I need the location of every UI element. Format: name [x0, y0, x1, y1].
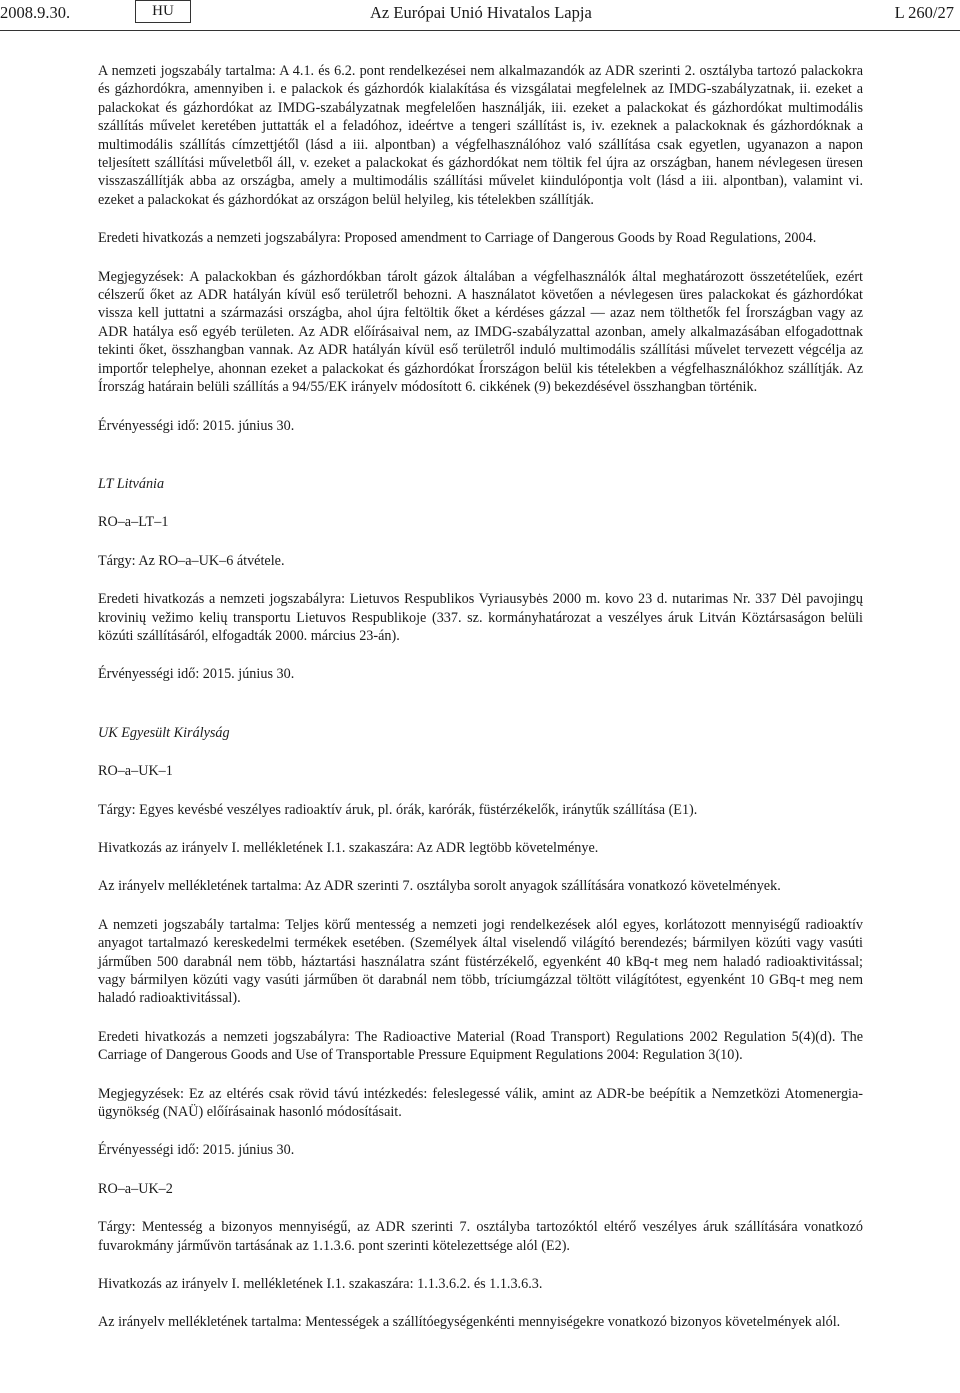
paragraph: Az irányelv mellékletének tartalma: Az ADR szerinti 7. osztályba sorolt anyagok szállítására vonatkozó követelmények.: [98, 878, 781, 895]
paragraph: Tárgy: Az RO–a–UK–6 átvétele.: [98, 552, 285, 569]
paragraph-validity: Érvényességi idő: 2015. június 30.: [98, 1142, 295, 1159]
paragraph: Megjegyzések: Ez az eltérés csak rövid távú intézkedés: feleslegessé válik, amint az ADR-be beépítik a Nemzetközi Atomenergia-ügynökség (NAÜ) előírásainak hasonló módosításait.: [98, 1085, 863, 1121]
paragraph: Tárgy: Mentesség a bizonyos mennyiségű, az ADR szerinti 7. osztályba tartozóktól eltérő veszélyes áruk szállítására vonatkozó fuvarokmány járművön tartásának az 1.1.3.6. pont szerinti kötelezettsége alól (E2).: [98, 1219, 863, 1254]
section-heading-lt: LT Litvánia: [98, 475, 165, 492]
document-body: [98, 62, 863, 1352]
paragraph: Megjegyzések: A palackokban és gázhordókban tárolt gázok általában a végfelhasználók által meghatározott összetételűek, ezért célszerű őket az ADR hatályán kívül eső területről behozni. A használatot követően a névlegesen üres palackokat és gázhordókat vissza kell juttatni a származási országba, ahol újra feltöltik őket a kérdéses gázzal — azaz nem tölthetők fel Írországban vagy az ADR hatálya eső egyéb területen. Az ADR előírásaival nem, az IMDG-szabályzattal azonban, amely alkalmazásában elfogadottnak tekinti őket, összhangban vannak. Az ADR hatályán kívül eső területről induló multimodális szállítási művelet tervezett végcélja az importőr telephelye, ahonnan ezeket a palackokat és gázhordókat Írországon belül kis tételekben a végfelhasználókhoz szállítják. Az Írország határain belüli szállítás a 94/55/EK irányelv módosított 6. cikkének (9) bekezdésével összhangban történik.: [98, 268, 863, 396]
paragraph: A nemzeti jogszabály tartalma: Teljes körű mentesség a nemzeti jogi rendelkezések alól egyes, korlátozott mennyiségű radioaktív anyagot tartalmazó kereskedelmi termékek esetében. (Személyek által viselendő világító berendezés; bármilyen közúti vagy vasúti járműben 500 darabnál nem több, háztartási használatra szánt füstérzékelő, egyenként 40 kBq-t meg nem haladó radioaktivitással; vagy bármilyen közúti vagy vasúti járműben öt darabnál nem több, tríciumgázzal töltött világítótest, egyenként 10 GBq-t meg nem haladó radioaktivitással).: [98, 916, 863, 1007]
paragraph-validity: Érvényességi idő: 2015. június 30.: [98, 417, 295, 434]
page-header: [0, 0, 960, 34]
paragraph: Az irányelv mellékletének tartalma: Mentességek a szállítóegységenkénti mennyiségekre vonatkozó bizonyos követelmények alól.: [98, 1314, 841, 1331]
header-divider: [0, 30, 960, 31]
journal-title: Az Európai Unió Hivatalos Lapja: [370, 3, 592, 22]
language-code-box: HU: [135, 0, 191, 23]
paragraph: A nemzeti jogszabály tartalma: A 4.1. és 6.2. pont rendelkezései nem alkalmazandók az ADR szerinti 2. osztályba tartozó palackokra és gázhordókra, amennyiben i. e palackok és gázhordók kialakítása és vizsgálatai megfelelnek az IMDG-szabályzatnak, ii. ezeket a palackokat és gázhordókat az IMDG-szabályzatnak megfelelően használják, iii. ezeket a palackokat és gázhordókat multimodális szállítás művelet keretében juttatták el a feladóhoz, ideértve a tengeri szállítást is, iv. ezeknek a palackoknak és gázhordóknak a multimodális szállítás címzettjétől (lásd a iii. alpontban) a végfelhasználóhoz való szállítása csak egyetlen, ugyanazon a napon teljesített szállítási műveletből áll, v. ezeket a palackokat és gázhordókat nem töltik fel újra az országban, hanem névlegesen üresen visszaszállítják abba az országba, amely a multimodális szállítási művelet kiindulópontja volt (lásd a iii. alpontban), valamint vi. ezeket a palackokat és gázhordókat az országon belül helyileg, kis tételekben szállítják.: [98, 63, 863, 208]
paragraph: Eredeti hivatkozás a nemzeti jogszabályra: The Radioactive Material (Road Transport) Regulations 2002 Regulation 5(4)(d). The Carriage of Dangerous Goods and Use of Transportable Pressure Equipment Regulations 2004: Regulation 3(10).: [98, 1028, 863, 1064]
derogation-code: RO–a–UK–1: [98, 763, 173, 780]
derogation-code: RO–a–LT–1: [98, 514, 169, 531]
paragraph: Hivatkozás az irányelv I. mellékletének I.1. szakaszára: 1.1.3.6.2. és 1.1.3.6.3.: [98, 1276, 543, 1293]
paragraph: Hivatkozás az irányelv I. mellékletének I.1. szakaszára: Az ADR legtöbb követelménye.: [98, 839, 599, 856]
page-reference: L 260/27: [894, 3, 954, 22]
derogation-code: RO–a–UK–2: [98, 1180, 173, 1197]
publication-date: 2008.9.30.: [0, 3, 71, 22]
paragraph: Tárgy: Egyes kevésbé veszélyes radioaktív áruk, pl. órák, karórák, füstérzékelők, iránytűk szállítása (E1).: [98, 801, 698, 818]
paragraph-validity: Érvényességi idő: 2015. június 30.: [98, 666, 295, 683]
paragraph: Eredeti hivatkozás a nemzeti jogszabályra: Lietuvos Respublikos Vyriausybės 2000 m. kovo 23 d. nutarimas Nr. 337 Dėl pavojingų krovinių vežimo kelių transportu Lietuvos Respublikoje (337. sz. kormányhatározat a veszélyes áruk Litván Köztársaságon belüli közúti szállításáról, elfogadták 2000. március 23-án).: [98, 591, 863, 644]
paragraph: Eredeti hivatkozás a nemzeti jogszabályra: Proposed amendment to Carriage of Dangerous Goods by Road Regulations, 2004.: [98, 230, 817, 247]
section-heading-uk: UK Egyesült Királyság: [98, 724, 230, 741]
